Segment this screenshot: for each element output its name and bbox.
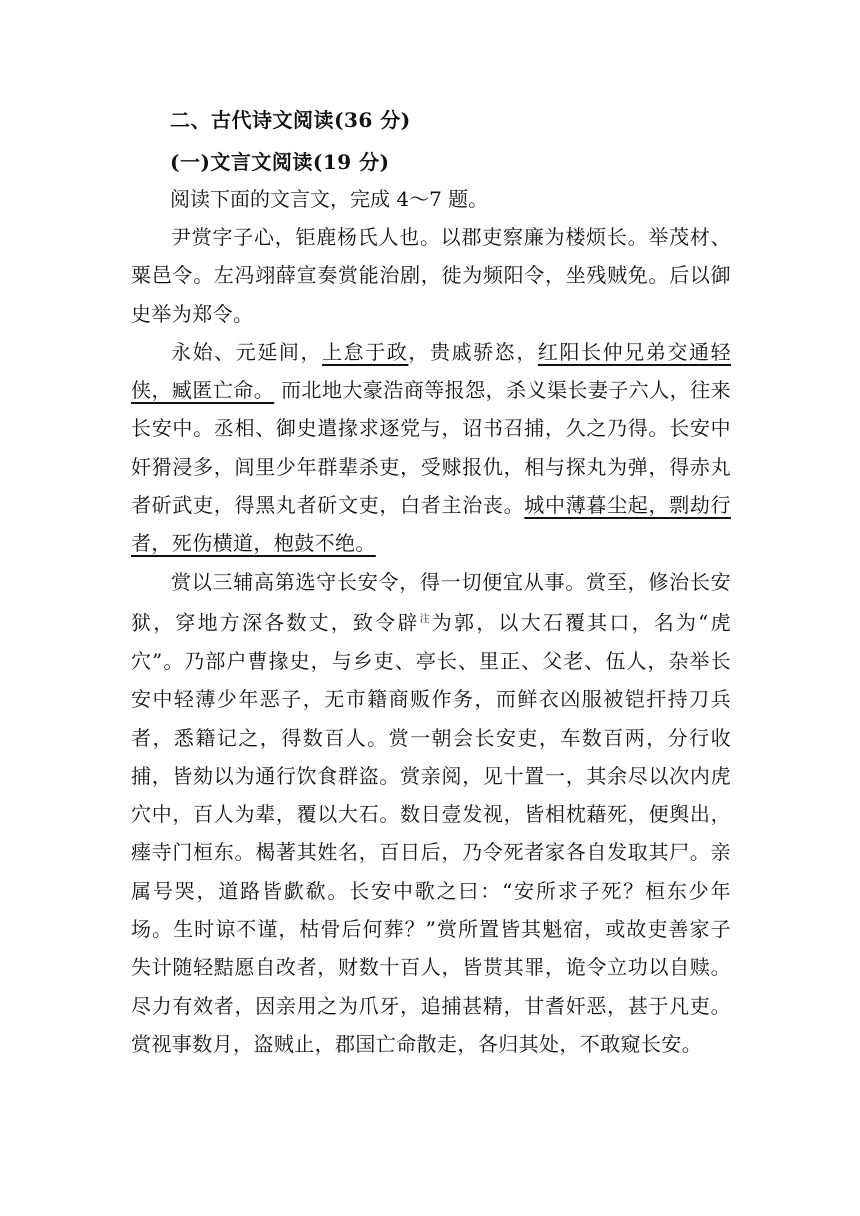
p3-text-b: 为郭，以大石覆其口，名为“虎穴”。乃部户曹掾史，与乡吏、亭长、里正、父老、伍人，杂举长安中轻薄少年恶子，无市籍商贩作务，而鲜衣凶服被铠扞持刀兵者，悉籍记之，得数百人。赏一朝会长安吏，车数百两，分行收捕，皆劾以为通行饮食群盗。赏亲阅，见十置一，其余尽以次内虎穴中，百人为辈，覆以大石。数日壹发视，皆相枕藉死，便舆出，瘗寺门桓东。楬著其姓名，百日后，乃令死者家各自发取其尸。亲属号哭，道路皆歔欷。长安中歌之曰：“安所求子死？桓东少年场。生时谅不谨，枯骨后何葬？”赏所置皆其魁宿，或故吏善家子失计随轻黠愿自改者，财数十百人，皆贳其罪，诡令立功以自赎。尽力有效者，因亲用之为爪牙，追捕甚精，甘耆奸恶，甚于凡吏。赏视事数月，盗贼止，郡国亡命散走，各归其处，不敢窥长安。 [131, 610, 732, 1056]
section-title: 二、古代诗文阅读(36 分) [170, 108, 411, 132]
footnote-marker: 注 [419, 613, 432, 625]
p2-text-a: 永始、元延间， [171, 339, 323, 364]
p2-text-b: ，贵戚骄恣， [408, 339, 538, 364]
underlined-phrase-2: 红阳长仲兄弟交通轻侠，臧匿亡命。 [131, 339, 731, 403]
underlined-phrase-3: 城中薄暮尘起，剽劫行者，死伤横道，枹鼓不绝。 [131, 493, 731, 556]
instruction-text: 阅读下面的文言文，完成 4～7 题。 [170, 187, 489, 211]
passage-paragraph-3 [131, 563, 731, 1064]
passage-paragraph-2 [131, 333, 731, 563]
passage-paragraph-1: 尹赏字子心，钜鹿杨氏人也。以郡吏察廉为楼烦长。举茂材、粟邑令。左冯翊薛宣奏赏能治剧，徙为频阳令，坐残贼免。后以御史举为郑令。 [131, 225, 731, 326]
p2-text-c: 而北地大豪浩商等报怨，杀义渠长妻子六人，往来长安中。丞相、御史遣掾求逐党与，诏书召捕，久之乃得。长安中奸猾浸多，闾里少年群辈杀吏，受赇报仇，相与探丸为弹，得赤丸者斫武吏，得黑丸者斫文吏，白者主治丧。 [131, 378, 731, 518]
p3-text-a: 赏以三辅高第选守长安令，得一切便宜从事。赏至，修治长安狱，穿地方深各数丈，致令辟 [131, 569, 731, 635]
passage [131, 218, 731, 1063]
underlined-phrase-1: 上怠于政 [322, 339, 409, 364]
section-subtitle: (一)文言文阅读(19 分) [170, 150, 390, 174]
